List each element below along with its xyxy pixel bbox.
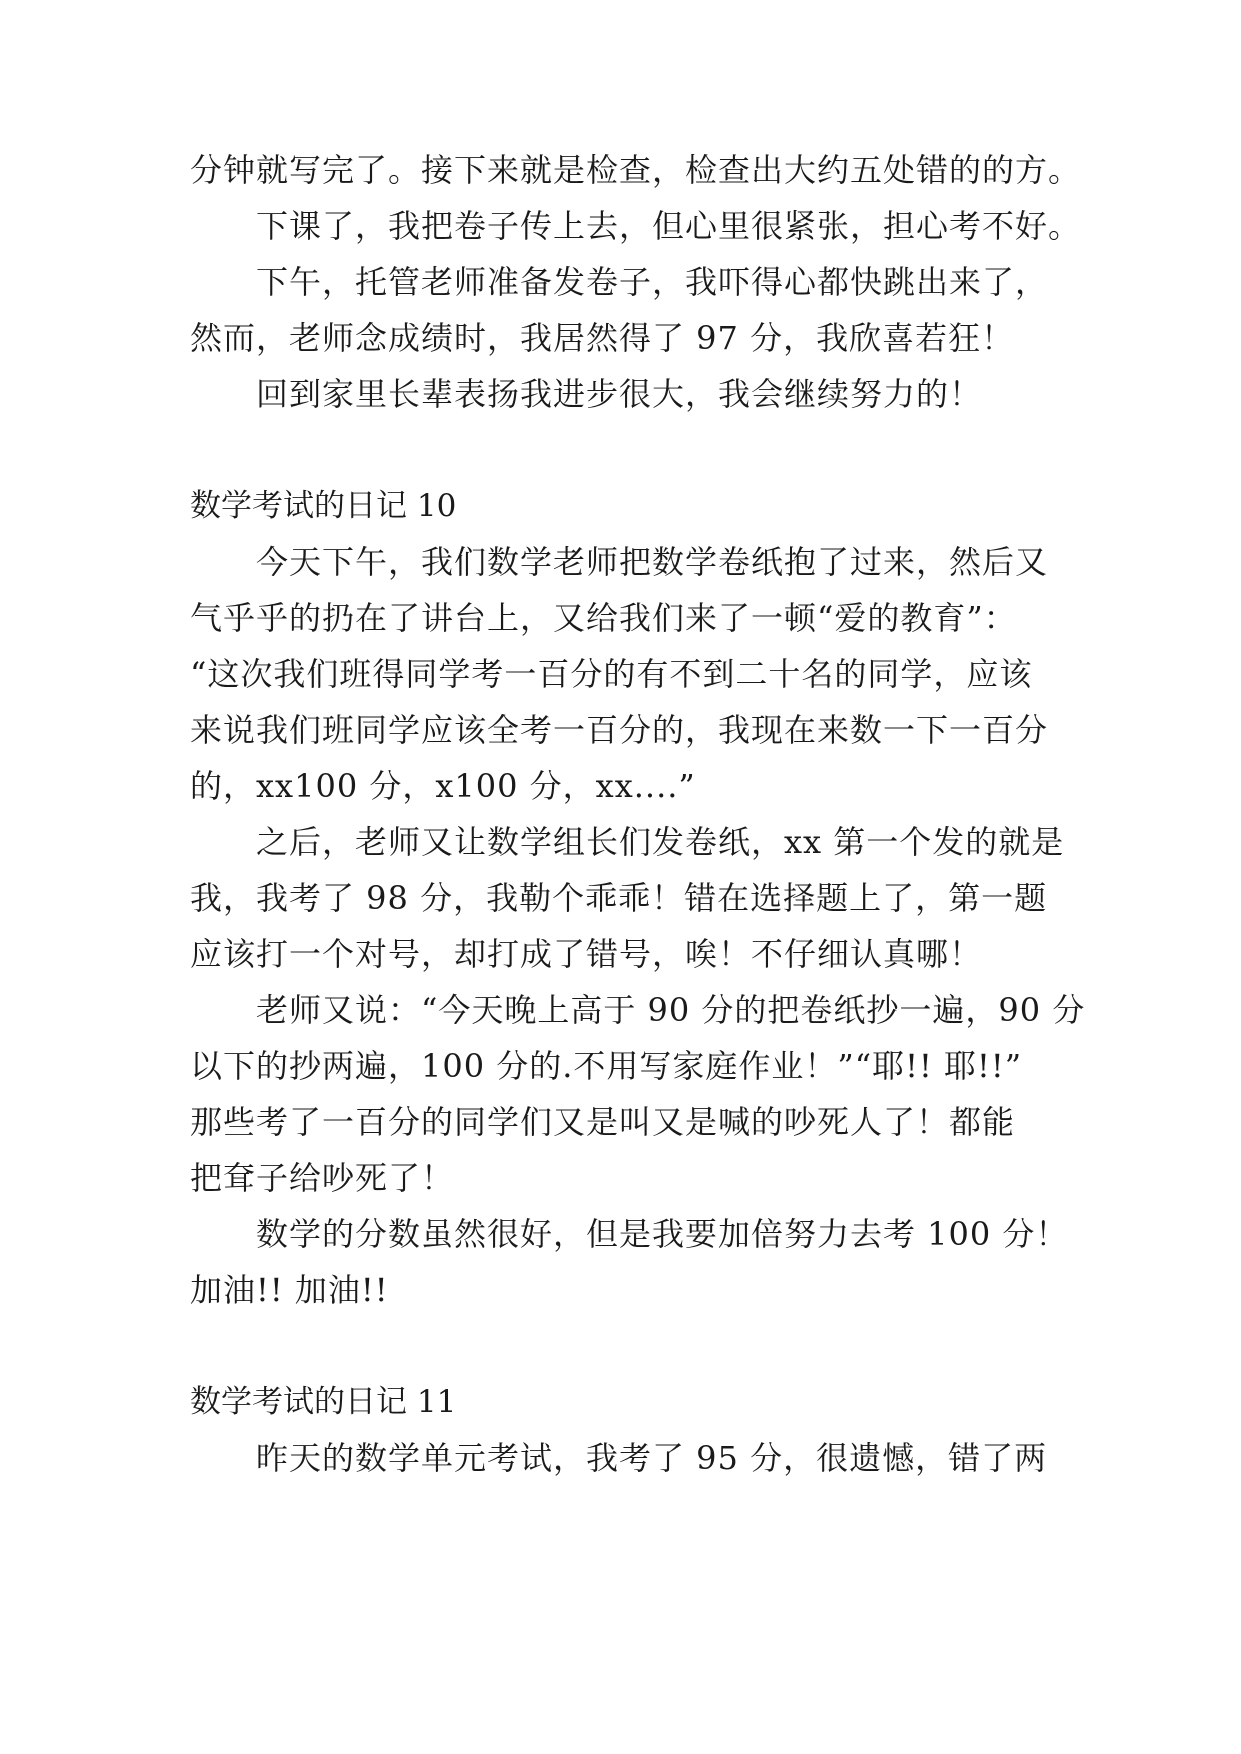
paragraph-line: 应该打一个对号，却打成了错号，唉！不仔细认真哪！ bbox=[190, 935, 983, 973]
paragraph-line: 的，xx100 分，x100 分，xx....” bbox=[190, 767, 696, 805]
paragraph-line: 加油!! 加油!! bbox=[190, 1271, 389, 1309]
paragraph-line: 气乎乎的扔在了讲台上，又给我们来了一顿“爱的教育”： bbox=[190, 599, 1017, 637]
entry-heading: 数学考试的日记 10 bbox=[190, 488, 457, 524]
paragraph-line: 今天下午，我们数学老师把数学卷纸抱了过来，然后又 bbox=[256, 543, 1049, 581]
entry-heading: 数学考试的日记 11 bbox=[190, 1384, 457, 1420]
paragraph-line: 回到家里长辈表扬我进步很大，我会继续努力的！ bbox=[256, 375, 983, 413]
paragraph-line: 那些考了一百分的同学们又是叫又是喊的吵死人了！都能 bbox=[190, 1103, 1016, 1141]
paragraph-line: 分钟就写完了。接下来就是检查，检查出大约五处错的的方。 bbox=[190, 151, 1082, 189]
paragraph-line: 下课了，我把卷子传上去，但心里很紧张，担心考不好。 bbox=[256, 207, 1082, 245]
paragraph-line: 之后，老师又让数学组长们发卷纸，xx 第一个发的就是 bbox=[256, 823, 1065, 861]
paragraph-line: 把耷子给吵死了！ bbox=[190, 1159, 455, 1197]
paragraph-line: 以下的抄两遍，100 分的.不用写家庭作业！”“耶!! 耶!!” bbox=[190, 1047, 1023, 1085]
paragraph-line: 昨天的数学单元考试，我考了 95 分，很遗憾，错了两 bbox=[256, 1439, 1048, 1477]
paragraph-line: 数学的分数虽然很好，但是我要加倍努力去考 100 分！ bbox=[256, 1215, 1069, 1253]
paragraph-line: 下午，托管老师准备发卷子，我吓得心都快跳出来了， bbox=[256, 263, 1049, 301]
paragraph-line: “这次我们班得同学考一百分的有不到二十名的同学，应该 bbox=[190, 655, 1033, 693]
paragraph-line: 来说我们班同学应该全考一百分的，我现在来数一下一百分 bbox=[190, 711, 1049, 749]
paragraph-line: 我，我考了 98 分，我勒个乖乖！错在选择题上了，第一题 bbox=[190, 879, 1048, 917]
paragraph-line: 老师又说：“今天晚上高于 90 分的把卷纸抄一遍，90 分 bbox=[256, 991, 1086, 1029]
paragraph-line: 然而，老师念成绩时，我居然得了 97 分，我欣喜若狂！ bbox=[190, 319, 1015, 357]
